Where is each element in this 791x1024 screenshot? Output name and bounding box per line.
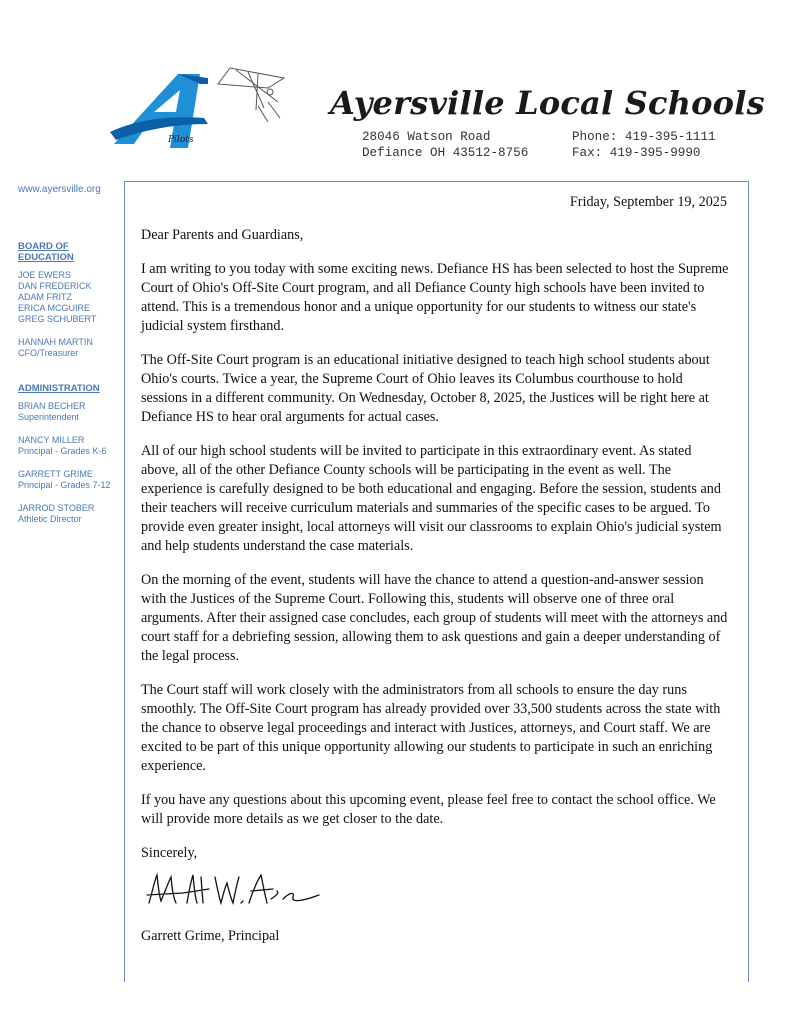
board-member: GREG SCHUBERT: [18, 314, 97, 324]
admin-name: JARROD STOBER: [18, 503, 95, 513]
admin-entry: [18, 435, 122, 457]
treasurer: [18, 337, 122, 359]
board-members: [18, 270, 122, 325]
paragraph: If you have any questions about this upcoming event, please feel free to contact the school office. We will provide more details as we get closer to the date.: [141, 792, 716, 827]
admin-heading: ADMINISTRATION: [18, 383, 100, 394]
signer-name: Garrett Grime, Principal: [141, 928, 280, 944]
admin-name: GARRETT GRIME: [18, 469, 93, 479]
board-member: JOE EWERS: [18, 270, 72, 280]
board-heading: BOARD OF EDUCATION: [18, 241, 74, 263]
closing: Sincerely,: [141, 845, 198, 861]
address-line-1: 28046 Watson Road: [362, 130, 491, 144]
letter-date: Friday, September 19, 2025: [569, 194, 727, 210]
website-link[interactable]: www.ayersville.org: [18, 184, 101, 195]
logo-text: Pilots: [168, 135, 194, 145]
admin-title: Athletic Director: [18, 514, 82, 524]
board-member: ERICA MCGUIRE: [18, 303, 91, 313]
airplane-icon: [218, 68, 284, 122]
fax-number: Fax: 419-395-9990: [572, 146, 701, 160]
treasurer-name: HANNAH MARTIN: [18, 337, 93, 347]
admin-title: Principal - Grades 7-12: [18, 480, 111, 490]
signature: [143, 869, 323, 913]
admin-name: BRIAN BECHER: [18, 401, 86, 411]
admin-entry: [18, 503, 122, 525]
salutation: Dear Parents and Guardians,: [141, 227, 304, 243]
board-member: DAN FREDERICK: [18, 281, 92, 291]
admin-title: Superintendent: [18, 412, 80, 422]
admin-title: Principal - Grades K-6: [18, 446, 107, 456]
admin-entry: [18, 401, 122, 423]
phone-number: Phone: 419-395-1111: [572, 130, 716, 144]
paragraph: The Off-Site Court program is an educational initiative designed to teach high school students about Ohio's courts. Twice a year, the Supreme Court of Ohio leaves its Columbus courthouse to hold sessions in a different community. On Wednesday, October 8, 2025, the Justices will be right here at Defiance HS to hear oral arguments for actual cases.: [141, 352, 710, 425]
school-logo: [108, 62, 288, 158]
school-name: Ayersville Local Schools: [330, 84, 765, 122]
sidebar: [18, 184, 122, 537]
address-line-2: Defiance OH 43512-8756: [362, 146, 529, 160]
paragraph: All of our high school students will be invited to participate in this extraordinary event. As stated above, all of the other Defiance County schools will be participating in the event as well. The experience is carefully designed to be both educational and engaging. Before the session, students and their teachers will receive curriculum materials and summaries of the specific cases to be argued. To provide even greater insight, local attorneys will visit our classrooms to explain Ohio's judicial system and help students understand the case materials.: [141, 443, 722, 554]
paragraph: I am writing to you today with some exciting news. Defiance HS has been selected to host the Supreme Court of Ohio's Off-Site Court program, and all Defiance County high schools have been invited to attend. This is a tremendous honor and a unique opportunity for our students to witness our state's judicial system firsthand.: [141, 261, 729, 334]
admin-name: NANCY MILLER: [18, 435, 85, 445]
treasurer-title: CFO/Treasurer: [18, 348, 79, 358]
letter-body: [141, 193, 731, 961]
board-member: ADAM FRITZ: [18, 292, 72, 302]
paragraph: On the morning of the event, students will have the chance to attend a question-and-answer session with the Justices of the Supreme Court. Following this, students will observe one of three oral arguments. After their assigned case concludes, each group of students will meet with the attorneys and court staff for a debriefing session, allowing them to ask questions and gain a deeper understanding of the legal process.: [141, 572, 728, 664]
paragraph: The Court staff will work closely with the administrators from all schools to ensure the day runs smoothly. The Off-Site Court program has already provided over 33,500 students across the state with the chance to observe legal proceedings and interact with Justices, attorneys, and Court staff. We are excited to be part of this unique opportunity allowing our students to participate in such an enriching experience.: [141, 682, 721, 774]
admin-entry: [18, 469, 122, 491]
